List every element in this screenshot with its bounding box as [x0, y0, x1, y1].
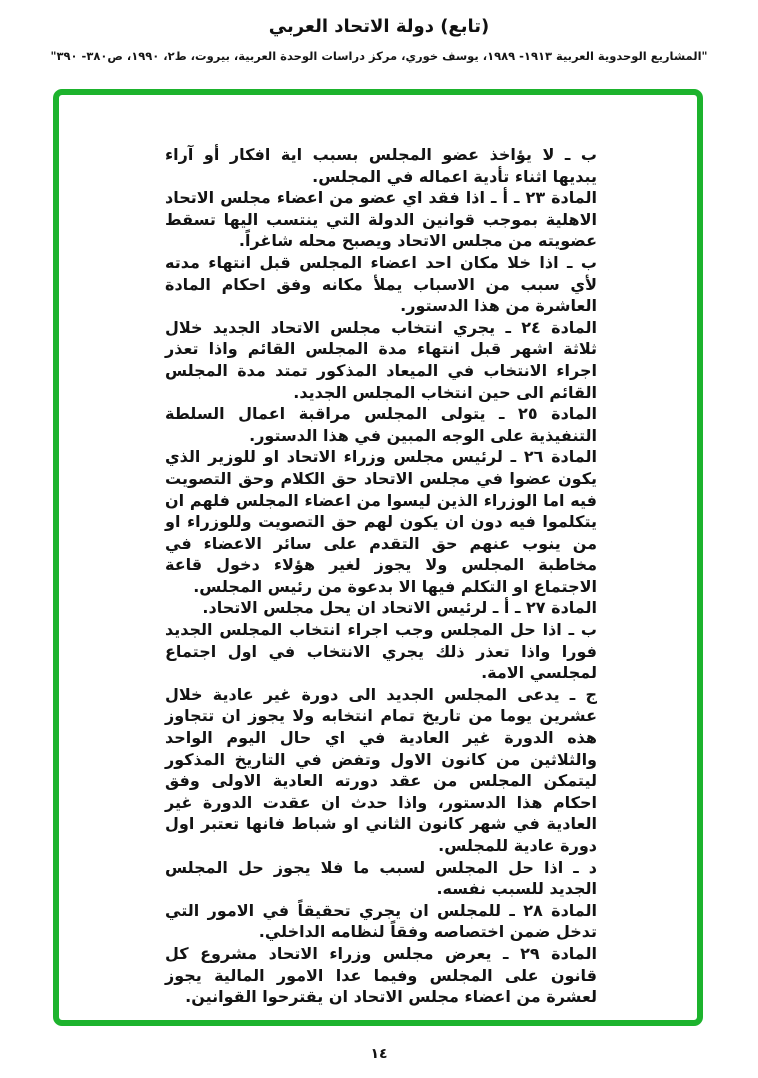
page-number: ١٤ — [370, 1046, 388, 1062]
source-citation: "المشاريع الوحدوية العربية ١٩١٣- ١٩٨٩، يوسف خوري، مركز دراسات الوحدة العربية، بيروت، ط٢، ١٩٩٠، ص٣٨٠- ٣٩٠" — [50, 49, 708, 63]
paragraph: د ـ اذا حل المجلس لسبب ما فلا يجوز حل المجلس الجديد للسبب نفسه. — [165, 857, 597, 899]
paragraph: المادة ٢٤ ـ يجري انتخاب مجلس الاتحاد الجديد خلال ثلاثة اشهر قبل انتهاء مدة المجلس القائم واذا تعذر اجراء الانتخاب في الميعاد المذكور تمتد مدة المجلس القائم الى حين انتخاب المجلس الجديد. — [165, 317, 598, 402]
green-border-frame — [53, 89, 703, 1026]
paragraph: المادة ٢٩ ـ يعرض مجلس وزراء الاتحاد مشروع كل قانون على المجلس وفيما عدا الامور المالية يجوز لعشرة من اعضاء مجلس الاتحاد ان يقترحوا القوانين. — [165, 943, 598, 1007]
paragraph: المادة ٢٨ ـ للمجلس ان يجري تحقيقاً في الامور التي تدخل ضمن اختصاصه وفقاً لنظامه الداخلي. — [165, 900, 598, 942]
paragraph: المادة ٢٥ ـ يتولى المجلس مراقبة اعمال السلطة التنفيذية على الوجه المبين في هذا الدستور. — [165, 404, 597, 445]
paragraph: ب ـ اذا خلا مكان احد اعضاء المجلس قبل انتهاء مدته لأي سبب من الاسباب يملأ مكانه وفق احكام المادة العاشرة من هذا الدستور. — [165, 252, 597, 316]
paragraph: ب ـ اذا حل المجلس وجب اجراء انتخاب المجلس الجديد فورا واذا تعذر ذلك يجري الانتخاب في اول اجتماع لمجلسي الامة. — [165, 620, 597, 683]
paragraph: المادة ٢٦ ـ لرئيس مجلس وزراء الاتحاد او للوزير الذي يكون عضوا في مجلس الاتحاد حق الكلام وحق التصويت فيه اما الوزراء الذين ليسوا من اعضاء المجلس فلهم ان يتكلموا فيه دون ان يكون لهم حق التصويت وللوزراء او من ينوب عنهم حق التقدم على سائر الاعضاء في مخاطبة المجلس ولا يجوز لغير هؤلاء دخول قاعة الاجتماع او التكلم فيها الا بدعوة من رئيس المجلس. — [165, 447, 597, 596]
paragraph: ج ـ يدعى المجلس الجديد الى دورة غير عادية خلال عشرين يوما من تاريخ تمام انتخابه ولا يجوز ان تتجاوز هذه الدورة غير العادية في اي حال اليوم الواحد والثلاثين من كانون الاول وتفض في التاريخ المذكور ليتمكن المجلس من عقد دورته العادية الاولى وفق احكام هذا الدستور، واذا حدث ان عقدت الدورة غير العادية في شهر كانون الثاني او شباط فانها تعتبر اول دورة عادية للمجلس. — [165, 684, 597, 855]
page-title: (تابع) دولة الاتحاد العربي — [268, 16, 490, 37]
paragraph: المادة ٢٧ ـ أ ـ لرئيس الاتحاد ان يحل مجلس الاتحاد. — [202, 598, 597, 618]
paragraph: المادة ٢٣ ـ أ ـ اذا فقد اي عضو من اعضاء مجلس الاتحاد الاهلية بموجب قوانين الدولة التي ينتسب اليها تسقط عضويته من مجلس الاتحاد ويصبح محله شاغراً. — [165, 188, 597, 251]
document-body — [59, 95, 697, 1020]
paragraph: ب ـ لا يؤاخذ عضو المجلس بسبب اية افكار أو آراء يبديها اثناء تأدية اعماله في المجلس. — [165, 145, 597, 186]
